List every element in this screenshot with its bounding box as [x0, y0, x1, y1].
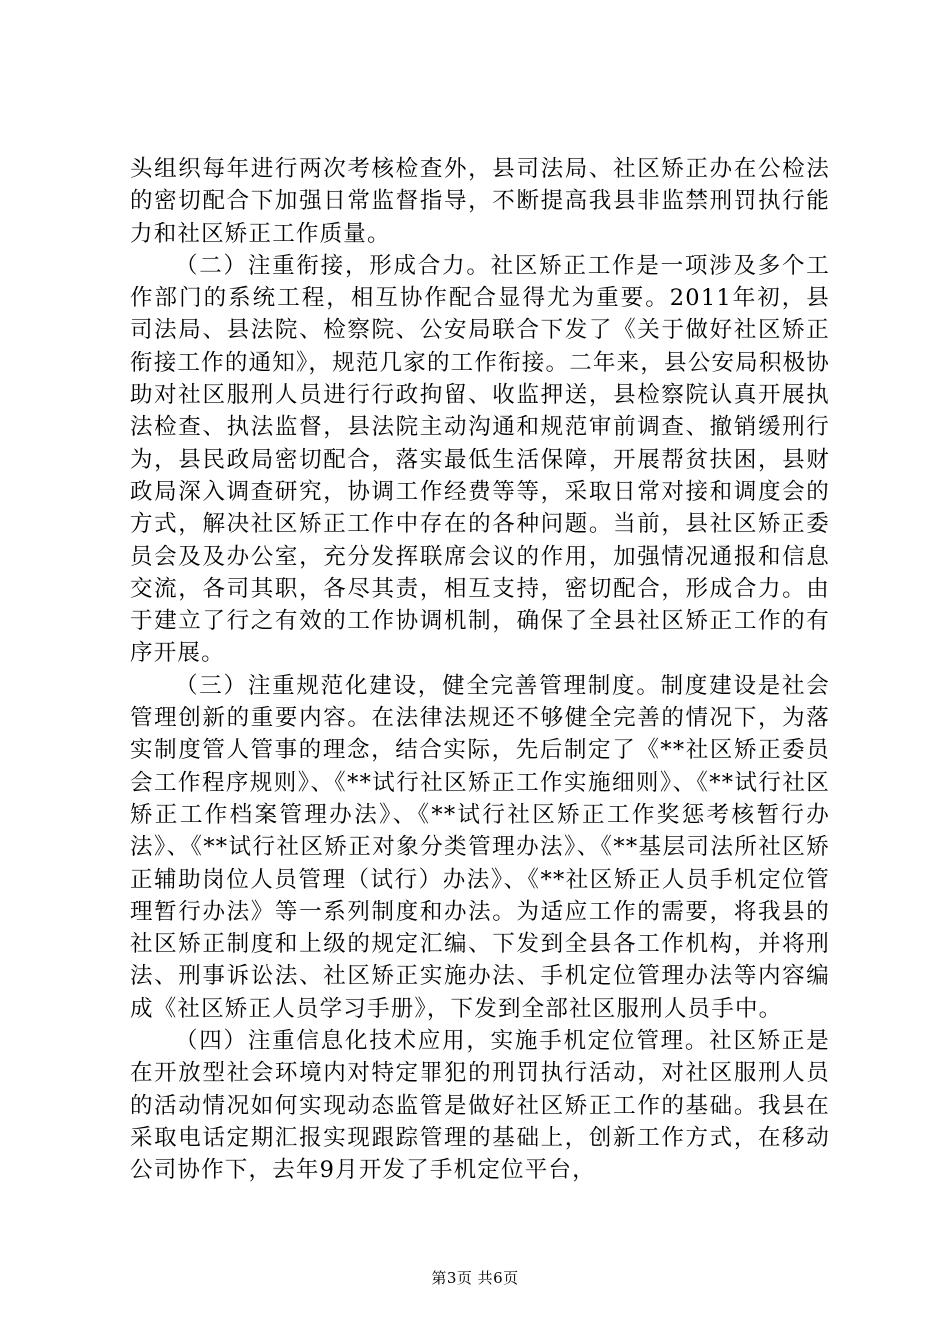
paragraph-section-4-informatization: （四）注重信息化技术应用，实施手机定位管理。社区矫正是在开放型社会环境内对特定罪犯的刑罚执行活动，对社区服刑人员的活动情况如何实现动态监管是做好社区矫正工作的基础。我县在采取电话定期汇报实现跟踪管理的基础上，创新工作方式，在移动公司协作下，去年9月开发了手机定位平台，: [130, 1028, 830, 1184]
paragraph-continuation: 头组织每年进行两次考核检查外，县司法局、社区矫正办在公检法的密切配合下加强日常监督指导，不断提高我县非监禁刑罚执行能力和社区矫正工作质量。: [130, 156, 830, 247]
page-footer: 第3页 共6页: [431, 1269, 519, 1287]
paragraph-section-2-coordination: （二）注重衔接，形成合力。社区矫正工作是一项涉及多个工作部门的系统工程，相互协作配合显得尤为重要。2011年初，县司法局、县法院、检察院、公安局联合下发了《关于做好社区矫正衔接工作的通知》，规范几家的工作衔接。二年来，县公安局积极协助对社区服刑人员进行行政拘留、收监押送，县检察院认真开展执法检查、执法监督，县法院主动沟通和规范审前调查、撤销缓刑行为，县民政局密切配合，落实最低生活保障，开展帮贫扶困，县财政局深入调查研究，协调工作经费等等，采取日常对接和调度会的方式，解决社区矫正工作中存在的各种问题。当前，县社区矫正委员会及及办公室，充分发挥联席会议的作用，加强情况通报和信息交流，各司其职，各尽其责，相互支持，密切配合，形成合力。由于建立了行之有效的工作协调机制，确保了全县社区矫正工作的有序开展。: [130, 252, 830, 667]
paragraph-section-3-regulations: （三）注重规范化建设，健全完善管理制度。制度建设是社会管理创新的重要内容。在法律法规还不够健全完善的情况下，为落实制度管人管事的理念，结合实际，先后制定了《**社区矫正委员会工作程序规则》、《**试行社区矫正工作实施细则》、《**试行社区矫正工作档案管理办法》、《**试行社区矫正工作奖惩考核暂行办法》、《**试行社区矫正对象分类管理办法》、《**基层司法所社区矫正辅助岗位人员管理（试行）办法》、《**社区矫正人员手机定位管理暂行办法》等一系列制度和办法。为适应工作的需要，将我县的社区矫正制度和上级的规定汇编、下发到全县各工作机构，并将刑法、刑事诉讼法、社区矫正实施办法、手机定位管理办法等内容编成《社区矫正人员学习手册》，下发到全部社区服刑人员手中。: [130, 672, 830, 1022]
document-body: [130, 153, 830, 1187]
